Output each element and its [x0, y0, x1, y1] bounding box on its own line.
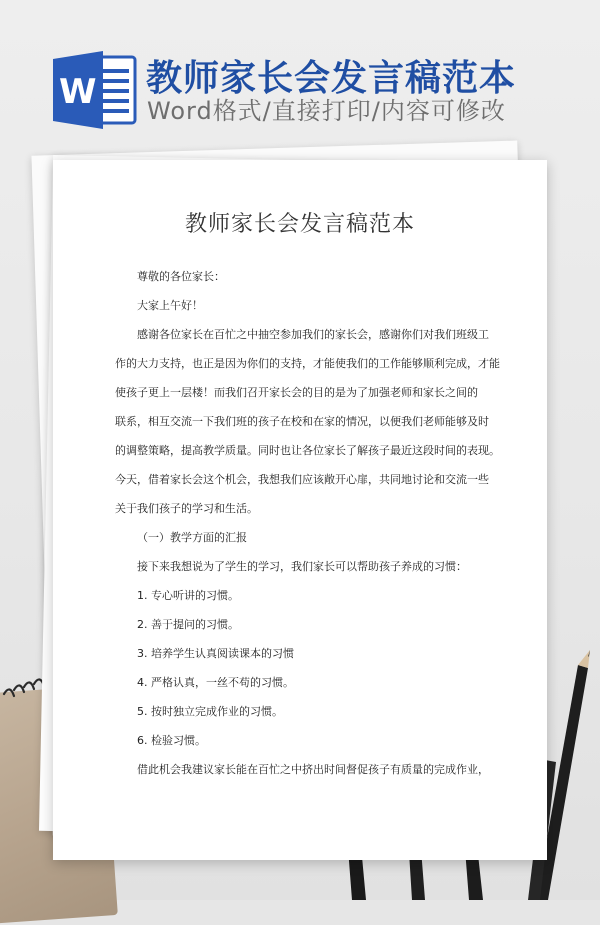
body-line: 使孩子更上一层楼！而我们召开家长会的目的是为了加强老师和家长之间的 — [115, 386, 478, 399]
word-icon — [53, 51, 139, 129]
body-line: 联系，相互交流一下我们班的孩子在校和在家的情况，以便我们老师能够及时 — [115, 415, 489, 428]
greeting-line: 大家上午好！ — [137, 299, 203, 312]
body-line: 的调整策略，提高教学质量。同时也让各位家长了解孩子最近这段时间的表现。 — [115, 444, 500, 457]
body-line: 今天，借着家长会这个机会，我想我们应该敞开心扉，共同地讨论和交流一些 — [115, 473, 489, 486]
word-logo-letter: W — [59, 72, 97, 112]
document-title: 教师家长会发言稿范本 — [184, 212, 415, 237]
list-item: 4. 严格认真，一丝不苟的习惯。 — [137, 676, 294, 689]
list-item: 3. 培养学生认真阅读课本的习惯 — [137, 647, 294, 660]
list-item: 5. 按时独立完成作业的习惯。 — [137, 705, 283, 718]
banner-title: 教师家长会发言稿范本 — [146, 58, 517, 99]
body-line: 借此机会我建议家长能在百忙之中挤出时间督促孩子有质量的完成作业， — [137, 763, 489, 776]
banner-subtitle: Word格式/直接打印/内容可修改 — [147, 97, 506, 125]
document-page — [53, 160, 547, 860]
header-banner — [0, 0, 600, 150]
document-body — [115, 262, 500, 784]
list-item: 1. 专心听讲的习惯。 — [137, 589, 239, 602]
body-line: 作的大力支持，也正是因为你们的支持，才能使我们的工作能够顺利完成，才能 — [115, 357, 500, 370]
salutation-line: 尊敬的各位家长： — [137, 270, 225, 283]
body-line: 感谢各位家长在百忙之中抽空参加我们的家长会，感谢你们对我们班级工 — [137, 328, 489, 341]
body-line: 接下来我想说为了学生的学习，我们家长可以帮助孩子养成的习惯： — [137, 560, 467, 573]
list-item: 6. 检验习惯。 — [137, 734, 206, 747]
section-heading: （一）教学方面的汇报 — [137, 531, 247, 544]
body-line: 关于我们孩子的学习和生活。 — [115, 502, 258, 515]
list-item: 2. 善于提问的习惯。 — [137, 618, 239, 631]
